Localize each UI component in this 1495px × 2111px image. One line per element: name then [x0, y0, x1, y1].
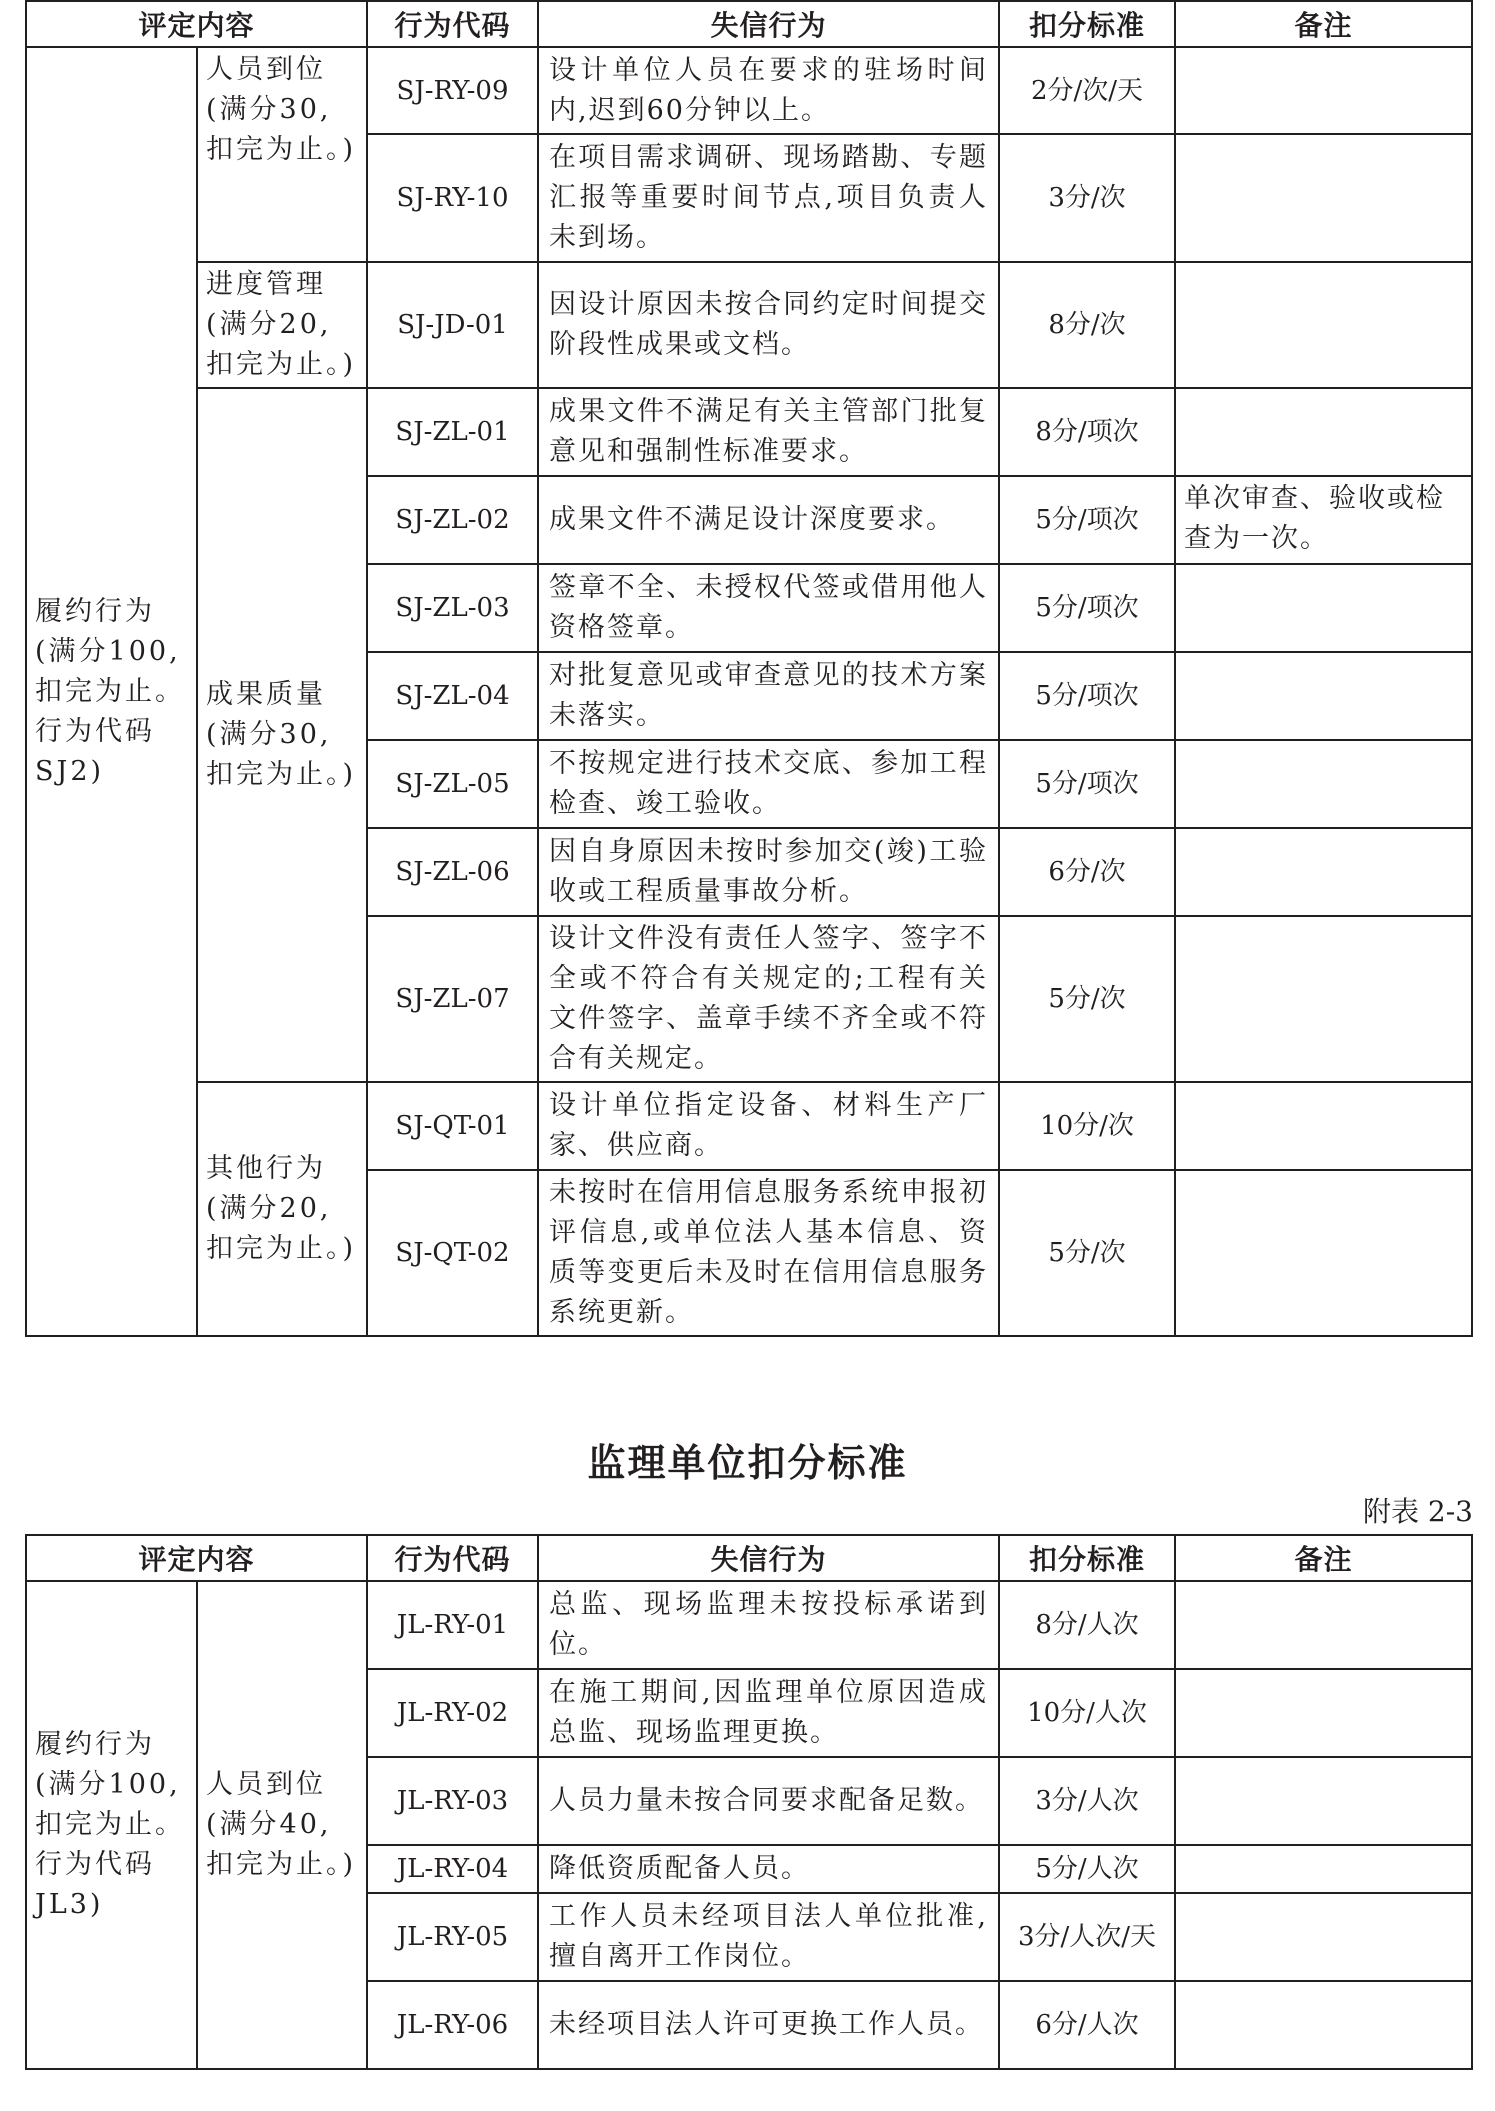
group-cell: 人员到位(满分40,扣完为止。)	[197, 1581, 367, 2069]
score-cell: 8分/项次	[999, 388, 1175, 476]
designer-deduction-table	[25, 0, 1473, 1337]
behavior-code: SJ-ZL-02	[367, 476, 538, 564]
group-cell: 其他行为(满分20,扣完为止。)	[197, 1082, 367, 1336]
note-cell	[1175, 1893, 1472, 1981]
group-cell: 成果质量(满分30,扣完为止。)	[197, 388, 367, 1082]
behavior-code: JL-RY-06	[367, 1981, 538, 2069]
group-cell: 进度管理(满分20,扣完为止。)	[197, 262, 367, 388]
score-cell: 2分/次/天	[999, 47, 1175, 134]
note-cell	[1175, 828, 1472, 916]
table-header-row	[26, 1, 1472, 47]
behavior-text: 人员力量未按合同要求配备足数。	[538, 1757, 999, 1845]
score-cell: 3分/人次/天	[999, 1893, 1175, 1981]
header-score: 扣分标准	[999, 1, 1175, 47]
score-cell: 5分/次	[999, 916, 1175, 1082]
table-header-row	[26, 1535, 1472, 1581]
behavior-text: 降低资质配备人员。	[538, 1845, 999, 1893]
behavior-code: SJ-ZL-04	[367, 652, 538, 740]
behavior-code: SJ-RY-09	[367, 47, 538, 134]
table-number: 附表 2-3	[1363, 1495, 1473, 1528]
behavior-code: JL-RY-04	[367, 1845, 538, 1893]
score-cell: 5分/次	[999, 1170, 1175, 1336]
score-cell: 10分/次	[999, 1082, 1175, 1170]
behavior-code: SJ-ZL-07	[367, 916, 538, 1082]
behavior-text: 未按时在信用信息服务系统申报初评信息,或单位法人基本信息、资质等变更后未及时在信用信息服务系统更新。	[538, 1170, 999, 1336]
behavior-text: 设计文件没有责任人签字、签字不全或不符合有关规定的;工程有关文件签字、盖章手续不齐全或不符合有关规定。	[538, 916, 999, 1082]
note-cell	[1175, 740, 1472, 828]
behavior-code: SJ-ZL-05	[367, 740, 538, 828]
behavior-text: 在施工期间,因监理单位原因造成总监、现场监理更换。	[538, 1669, 999, 1757]
score-cell: 3分/次	[999, 134, 1175, 262]
main-category-cell: 履约行为(满分100,扣完为止。行为代码SJ2)	[26, 47, 197, 1336]
score-cell: 5分/人次	[999, 1845, 1175, 1893]
group-cell: 人员到位(满分30,扣完为止。)	[197, 47, 367, 262]
score-cell: 3分/人次	[999, 1757, 1175, 1845]
note-cell	[1175, 1669, 1472, 1757]
behavior-text: 成果文件不满足有关主管部门批复意见和强制性标准要求。	[538, 388, 999, 476]
header-score: 扣分标准	[999, 1535, 1175, 1581]
header-note: 备注	[1175, 1, 1472, 47]
behavior-text: 在项目需求调研、现场踏勘、专题汇报等重要时间节点,项目负责人未到场。	[538, 134, 999, 262]
note-cell	[1175, 1981, 1472, 2069]
score-cell: 5分/项次	[999, 652, 1175, 740]
behavior-text: 因设计原因未按合同约定时间提交阶段性成果或文档。	[538, 262, 999, 388]
header-code: 行为代码	[367, 1, 538, 47]
table-row	[26, 1581, 1472, 1669]
behavior-text: 工作人员未经项目法人单位批准,擅自离开工作岗位。	[538, 1893, 999, 1981]
note-cell	[1175, 1581, 1472, 1669]
header-note: 备注	[1175, 1535, 1472, 1581]
behavior-code: JL-RY-02	[367, 1669, 538, 1757]
score-cell: 8分/次	[999, 262, 1175, 388]
behavior-text: 对批复意见或审查意见的技术方案未落实。	[538, 652, 999, 740]
behavior-code: SJ-RY-10	[367, 134, 538, 262]
header-behavior: 失信行为	[538, 1535, 999, 1581]
table-row	[26, 388, 1472, 476]
score-cell: 6分/人次	[999, 1981, 1175, 2069]
behavior-code: JL-RY-03	[367, 1757, 538, 1845]
header-behavior: 失信行为	[538, 1, 999, 47]
header-category: 评定内容	[26, 1535, 367, 1581]
score-cell: 6分/次	[999, 828, 1175, 916]
note-cell	[1175, 262, 1472, 388]
behavior-code: SJ-JD-01	[367, 262, 538, 388]
behavior-code: SJ-ZL-01	[367, 388, 538, 476]
behavior-text: 签章不全、未授权代签或借用他人资格签章。	[538, 564, 999, 652]
score-cell: 5分/项次	[999, 564, 1175, 652]
note-cell	[1175, 134, 1472, 262]
behavior-code: SJ-QT-02	[367, 1170, 538, 1336]
note-cell	[1175, 564, 1472, 652]
note-cell	[1175, 916, 1472, 1082]
note-cell: 单次审查、验收或检查为一次。	[1175, 476, 1472, 564]
behavior-text: 因自身原因未按时参加交(竣)工验收或工程质量事故分析。	[538, 828, 999, 916]
score-cell: 8分/人次	[999, 1581, 1175, 1669]
table-row	[26, 47, 1472, 134]
behavior-code: SJ-QT-01	[367, 1082, 538, 1170]
behavior-code: JL-RY-01	[367, 1581, 538, 1669]
note-cell	[1175, 1757, 1472, 1845]
note-cell	[1175, 1845, 1472, 1893]
section-title: 监理单位扣分标准	[587, 1441, 908, 1485]
behavior-text: 未经项目法人许可更换工作人员。	[538, 1981, 999, 2069]
behavior-text: 设计单位人员在要求的驻场时间内,迟到60分钟以上。	[538, 47, 999, 134]
note-cell	[1175, 388, 1472, 476]
behavior-text: 总监、现场监理未按投标承诺到位。	[538, 1581, 999, 1669]
table-row	[26, 262, 1472, 388]
score-cell: 5分/项次	[999, 476, 1175, 564]
behavior-text: 成果文件不满足设计深度要求。	[538, 476, 999, 564]
behavior-code: JL-RY-05	[367, 1893, 538, 1981]
note-cell	[1175, 1082, 1472, 1170]
behavior-text: 设计单位指定设备、材料生产厂家、供应商。	[538, 1082, 999, 1170]
note-cell	[1175, 1170, 1472, 1336]
header-code: 行为代码	[367, 1535, 538, 1581]
main-category-cell: 履约行为(满分100,扣完为止。行为代码JL3)	[26, 1581, 197, 2069]
behavior-code: SJ-ZL-06	[367, 828, 538, 916]
note-cell	[1175, 652, 1472, 740]
behavior-code: SJ-ZL-03	[367, 564, 538, 652]
behavior-text: 不按规定进行技术交底、参加工程检查、竣工验收。	[538, 740, 999, 828]
table-row	[26, 1082, 1472, 1170]
supervisor-deduction-table	[25, 1534, 1473, 2070]
header-category: 评定内容	[26, 1, 367, 47]
note-cell	[1175, 47, 1472, 134]
score-cell: 10分/人次	[999, 1669, 1175, 1757]
score-cell: 5分/项次	[999, 740, 1175, 828]
